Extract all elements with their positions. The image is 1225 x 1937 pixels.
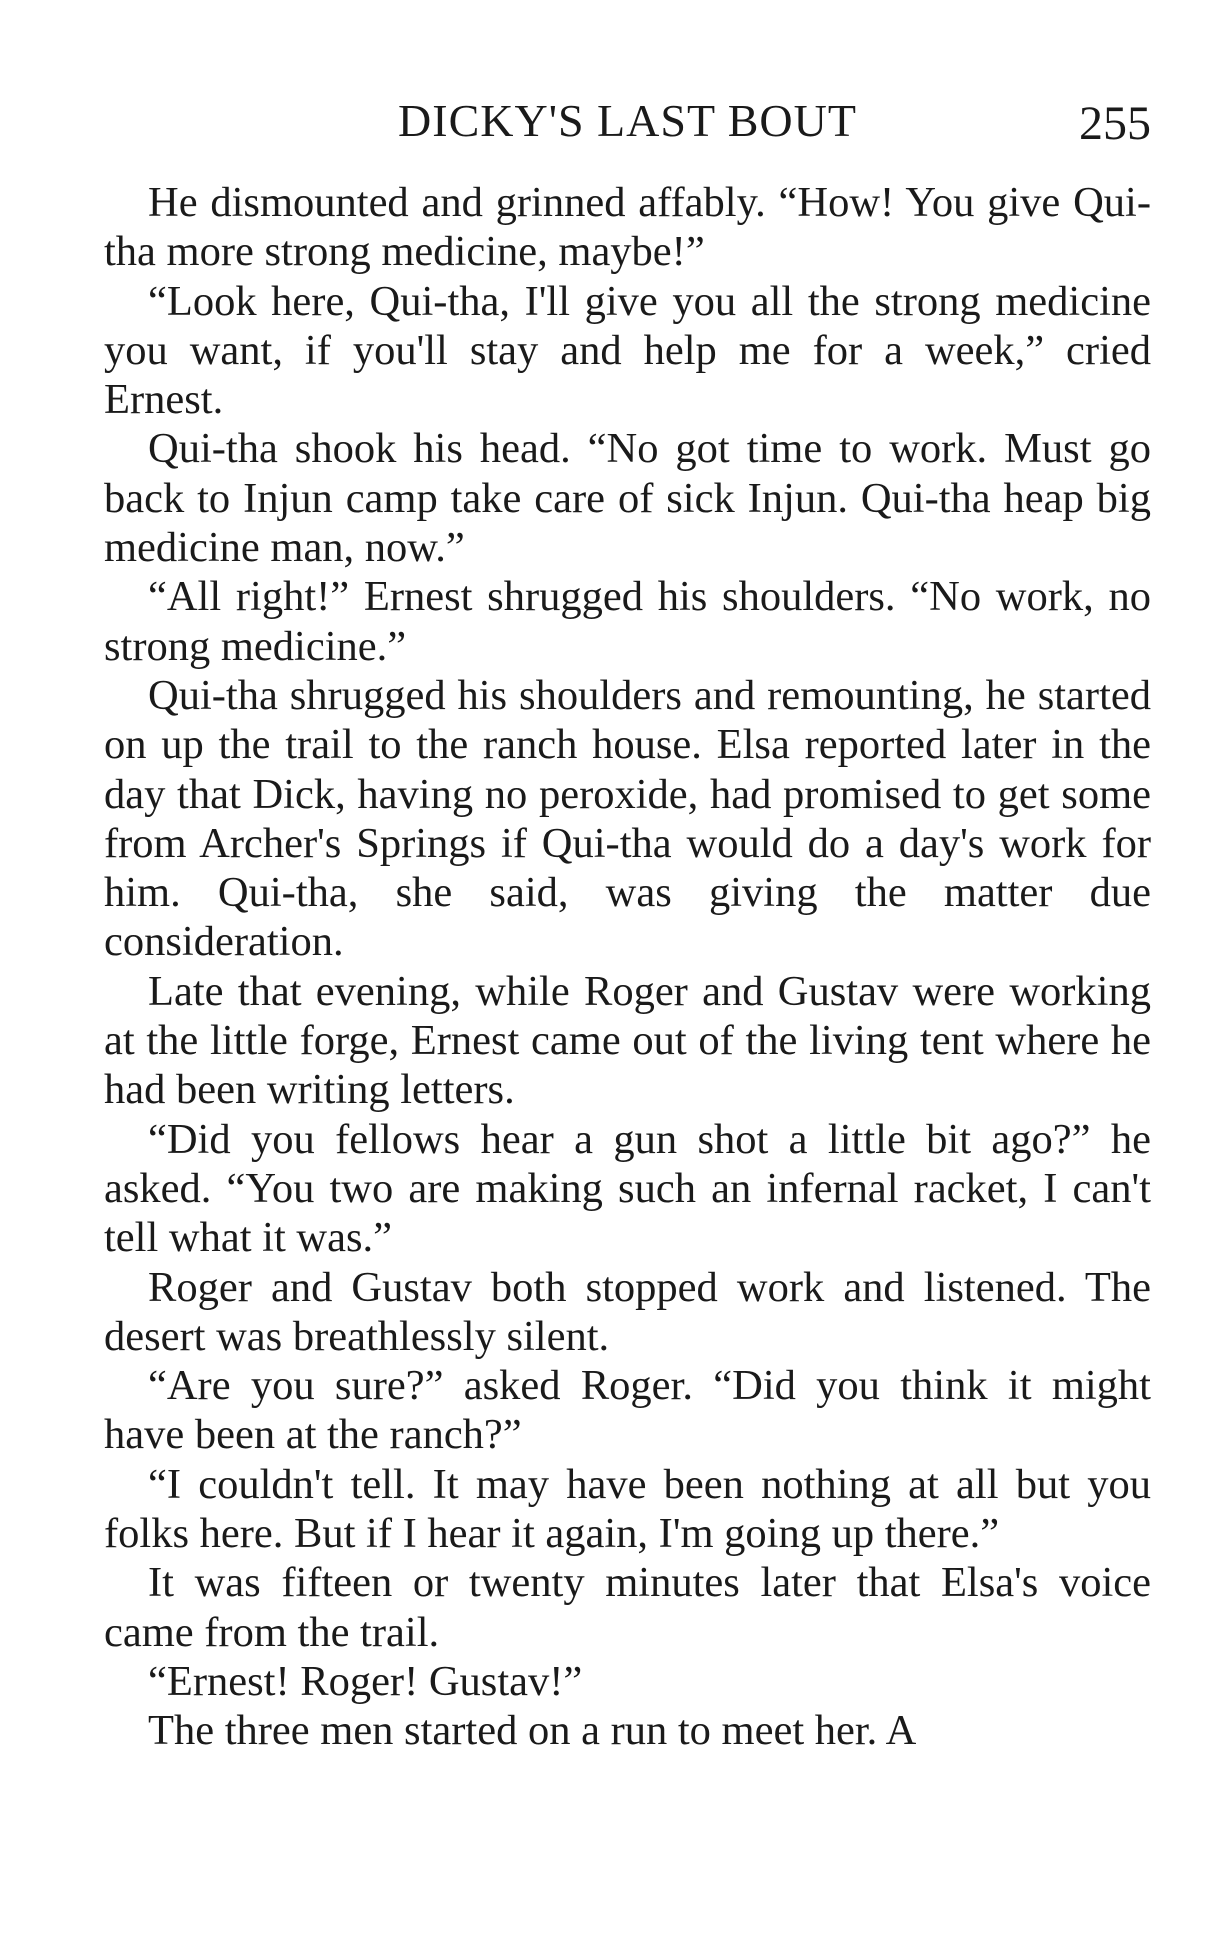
paragraph: Qui-tha shrugged his shoulders and remounting, he started on up the trail to the ranch house. Elsa reported later in the day that Dick, having no peroxide, had promised to get some from Archer's Springs if Qui-tha would do a day's work for him. Qui-tha, she said, was giving the matter due consideration. bbox=[104, 671, 1151, 966]
paragraph: It was fifteen or twenty minutes later that Elsa's voice came from the trail. bbox=[104, 1559, 1151, 1656]
paragraph: “Are you sure?” asked Roger. “Did you think it might have been at the ranch?” bbox=[104, 1362, 1151, 1459]
paragraph: He dismounted and grinned affably. “How! You give Qui-tha more strong medicine, maybe!” bbox=[104, 179, 1151, 276]
paragraph: “I couldn't tell. It may have been nothing at all but you folks here. But if I hear it again, I'm going up there.” bbox=[104, 1460, 1151, 1558]
body-text bbox=[104, 178, 1151, 1756]
chapter-title: DICKY'S LAST BOUT bbox=[398, 95, 857, 146]
paragraph: Roger and Gustav both stopped work and listened. The desert was breathlessly silent. bbox=[104, 1263, 1151, 1360]
running-head bbox=[104, 92, 1151, 152]
paragraph: “All right!” Ernest shrugged his shoulders. “No work, no strong medicine.” bbox=[104, 573, 1151, 670]
paragraph: “Look here, Qui-tha, I'll give you all the strong medicine you want, if you'll stay and help me for a week,” cried Ernest. bbox=[104, 277, 1151, 424]
page-number: 255 bbox=[1079, 97, 1151, 150]
paragraph: The three men started on a run to meet her. A bbox=[148, 1707, 917, 1755]
paragraph: Qui-tha shook his head. “No got time to work. Must go back to Injun camp take care of sick Injun. Qui-tha heap big medicine man, now.” bbox=[104, 425, 1151, 572]
paragraph: “Ernest! Roger! Gustav!” bbox=[148, 1657, 583, 1705]
paragraph: Late that evening, while Roger and Gustav were working at the little forge, Ernest came out of the living tent where he had been writing letters. bbox=[104, 967, 1151, 1114]
paragraph: “Did you fellows hear a gun shot a little bit ago?” he asked. “You two are making such an infernal racket, I can't tell what it was.” bbox=[104, 1115, 1151, 1262]
